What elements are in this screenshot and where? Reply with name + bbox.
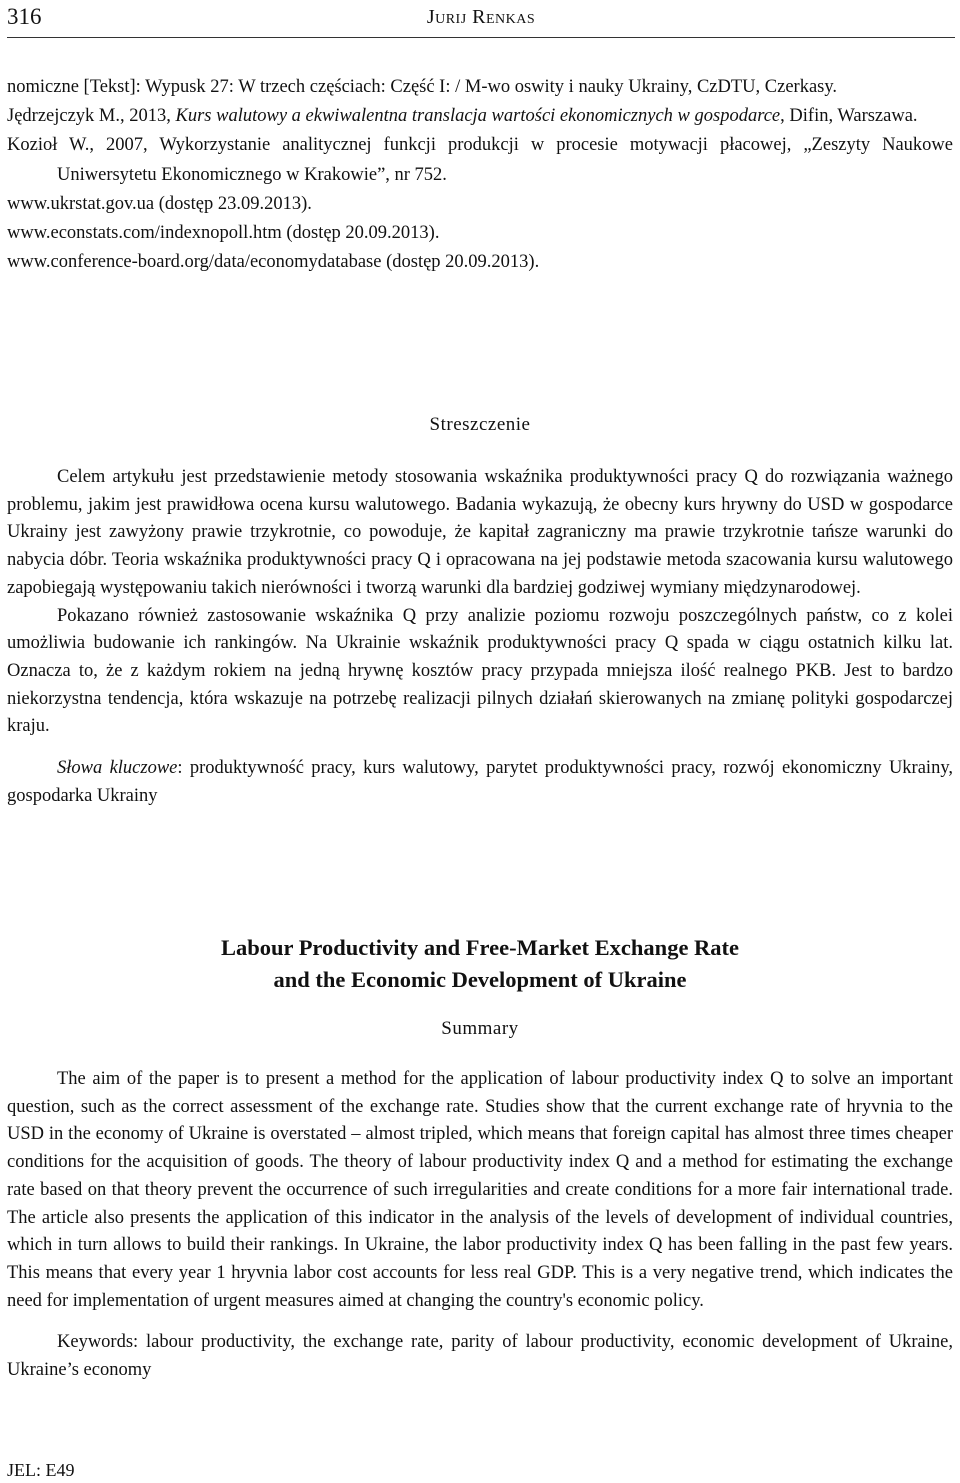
streszczenie-keywords — [7, 755, 953, 810]
reference-url: www.econstats.com/indexnopoll.htm (dostęp 20.09.2013). — [7, 223, 440, 244]
summary-keywords: Keywords: labour productivity, the exchange rate, parity of labour productivity, economic development of Ukraine, Ukraine’s economy — [7, 1332, 953, 1381]
running-head: Jurij Renkas — [426, 6, 536, 28]
header-rule — [7, 37, 955, 38]
reference-url: www.conference-board.org/data/economydatabase (dostęp 20.09.2013). — [7, 252, 540, 273]
english-title-line-1: Labour Productivity and Free-Market Exchange Rate — [220, 935, 740, 960]
page-number: 316 — [7, 4, 42, 29]
jel-code: JEL: E49 — [7, 1460, 75, 1480]
english-title — [0, 932, 960, 996]
reference-author: Kozioł W., 2007, — [7, 135, 160, 156]
references-list — [7, 73, 953, 277]
reference-url: www.ukrstat.gov.ua (dostęp 23.09.2013). — [7, 193, 312, 214]
reference-publisher: , Difin, Warszawa. — [780, 106, 918, 127]
keywords-text: : produktywność pracy, kurs walutowy, parytet produktywności pracy, rozwój ekonomiczny Ukrainy, gospodarka Ukrainy — [7, 758, 953, 806]
summary-body — [7, 1066, 953, 1385]
summary-heading: Summary — [441, 1018, 519, 1039]
streszczenie-paragraph-2: Pokazano również zastosowanie wskaźnika Q przy analizie poziomu rozwoju poszczególnych państw, co z kolei umożliwia budowanie ich rankingów. Na Ukrainie wskaźnik produktywności pracy Q spada w ciągu ostatnich kilku lat. Oznacza to, że z każdym rokiem na jedną hrywnę kosztów pracy przypada mniejsza ilość realnego PKB. Jest to bardzo niekorzystna tendencja, która wskazuje na potrzebę realizacji pilnych działań skierowanych na zmianę polityki gospodarczej kraju. — [7, 605, 953, 737]
streszczenie-paragraph-1: Celem artykułu jest przedstawienie metody stosowania wskaźnika produktywności pracy Q do rozwiązania ważnego problemu, jakim jest prawidłowa ocena kursu walutowego. Badania wykazują, że obecny kurs hrywny do USD w gospodarce Ukrainy jest zawyżony prawie trzykrotnie, co powoduje, że kapitał zagraniczny ma prawie trzykrotnie tańsze warunki do nabycia dóbr. Teoria wskaźnika produktywności pracy Q i opracowana na jej podstawie metoda szacowania kursu walutowego zapobiegają występowaniu takich nierówności i tworzą warunki dla bardziej godziwej wymiany międzynarodowej. — [7, 467, 953, 598]
page-header — [7, 0, 955, 38]
reference-title: Kurs walutowy a ekwiwalentna translacja wartości ekonomicznych w gospodarce — [175, 106, 781, 127]
summary-paragraph: The aim of the paper is to present a method for the application of labour productivity index Q to solve an important question, such as the correct assessment of the exchange rate. Studies show that the current exchange rate of hryvnia to the USD in the economy of Ukraine is overstated – almost tripled, which means that foreign capital has almost three times cheaper conditions for the acquisition of goods. The theory of labour productivity index Q and a method for estimating the exchange rate based on that theory prevent the occurrence of such irregularities and create conditions for a more fair international trade. The article also presents the application of this indicator in the analysis of the levels of development of individual countries, which in turn allows to build their rankings. In Ukraine, the labor productivity index Q has been falling in the past few years. This means that every year 1 hryvnia labor cost accounts for less real GDP. This is a very negative trend, which indicates the need for implementation of urgent measures aimed at changing the country's economic policy. — [7, 1069, 953, 1311]
reference-publisher: , „Zeszyty Naukowe Uniwersytetu Ekonomicznego w Krakowie”, nr 752. — [57, 135, 954, 185]
reference-title: Wykorzystanie analitycznej funkcji produkcji w procesie motywacji płacowej — [159, 135, 787, 156]
reference-item — [7, 131, 953, 189]
streszczenie-heading: Streszczenie — [429, 414, 531, 435]
reference-author: Jędrzejczyk M., 2013, — [7, 106, 176, 127]
reference-item — [7, 102, 953, 131]
keywords-label: Słowa kluczowe — [57, 758, 178, 779]
reference-item: nomiczne [Tekst]: Wypusk 27: W trzech częściach: Część I: / M-wo oswity i nauky Ukrainy, CzDTU, Czerkasy. — [7, 77, 838, 97]
streszczenie-body — [7, 464, 953, 810]
english-title-line-2: and the Economic Development of Ukraine — [273, 967, 687, 992]
